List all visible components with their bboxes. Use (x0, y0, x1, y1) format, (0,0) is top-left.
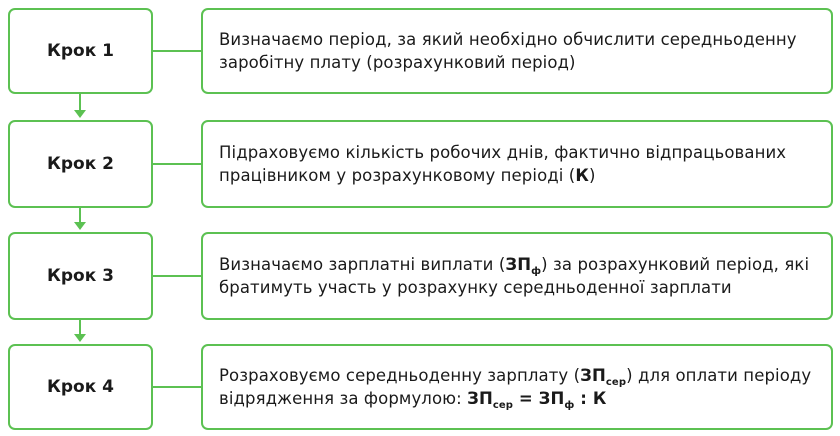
step-3-box (8, 232, 153, 320)
step-3-label: Крок 3 (46, 266, 115, 286)
step-4-label: Крок 4 (46, 377, 115, 397)
zp-symbol: ЗП (505, 255, 532, 274)
arrow-2-head (74, 222, 86, 230)
step-3-description-box (201, 232, 833, 320)
zp-ser-symbol: ЗП (580, 366, 606, 385)
step-4-description: Розраховуємо середньоденну зарплату $(ЗП_{сер})$ для оплати періоду відрядження за формулою: $ЗП_{сер} = ЗП_ф$ : К (219, 366, 812, 411)
step-1-description: Визначаємо період, за який необхідно обчислити середньоденну заробітну плату (розрахунковий період) (219, 30, 797, 72)
step-2-connector (153, 163, 201, 165)
step-3-description: Визначаємо зарплатні виплати $(ЗП_ф)$ за розрахунковий період, які братимуть участь у розрахунку середньоденної зарплати (219, 255, 810, 297)
step-2-description: Підраховуємо кількість робочих днів, фактично відпрацьованих працівником у розрахунковому періоді (К) (219, 143, 787, 185)
zp-f-subscript: ф (531, 266, 542, 277)
step-4-connector (153, 386, 201, 388)
step-4-description-box (201, 344, 833, 430)
formula: $ЗП_{сер} = ЗП_ф$ : К (467, 389, 607, 411)
step-3-connector (153, 275, 201, 277)
step-1-connector (153, 50, 201, 52)
step-2-box (8, 120, 153, 208)
arrow-2-line (79, 208, 81, 223)
step-1-description-box (201, 8, 833, 94)
step-4-box (8, 344, 153, 430)
arrow-3-head (74, 334, 86, 342)
step-2-label: Крок 2 (46, 154, 115, 174)
arrow-3-line (79, 320, 81, 335)
arrow-1-head (74, 110, 86, 118)
step-1-label: Крок 1 (46, 41, 115, 61)
arrow-1-line (79, 94, 81, 111)
step-1-box (8, 8, 153, 94)
step-2-description-box (201, 120, 833, 208)
k-symbol: К (575, 166, 589, 185)
zp-ser-subscript: сер (605, 377, 627, 388)
